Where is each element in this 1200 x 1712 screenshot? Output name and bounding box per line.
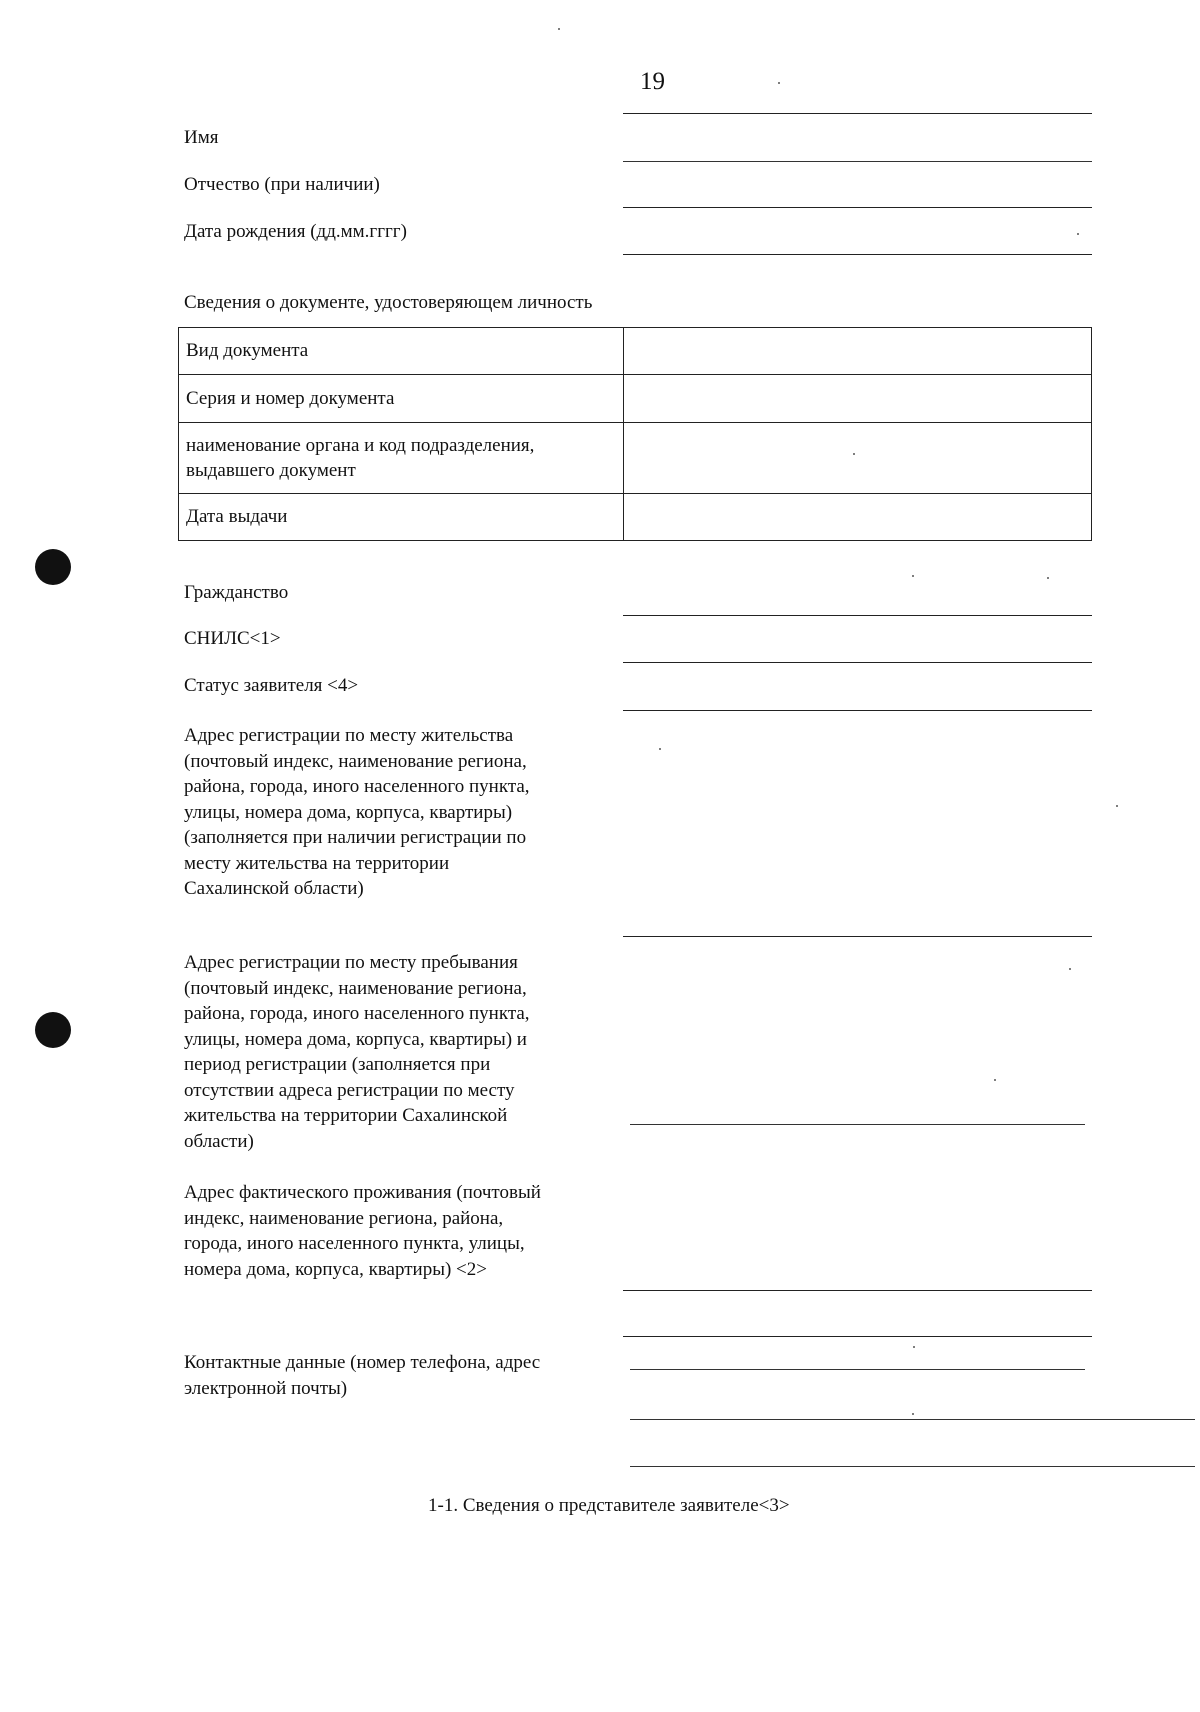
page-number: 19 xyxy=(640,68,665,95)
punch-hole-mark xyxy=(35,549,71,585)
answer-line xyxy=(630,1369,1085,1370)
answer-line xyxy=(630,1124,1085,1125)
answer-line xyxy=(623,710,1092,711)
table-cell-label: Серия и номер документа xyxy=(179,375,624,423)
answer-line xyxy=(623,1336,1092,1337)
field-label-applicant-status: Статус заявителя <4> xyxy=(184,675,359,696)
answer-line xyxy=(623,254,1092,255)
scan-speck xyxy=(912,1413,914,1415)
field-label-name: Имя xyxy=(184,127,219,148)
table-cell-value[interactable] xyxy=(624,494,1092,541)
scan-speck xyxy=(659,748,661,750)
answer-line xyxy=(630,1419,1195,1420)
scan-speck xyxy=(913,1346,915,1348)
table-cell-label: Вид документа xyxy=(179,328,624,375)
address-residence-label: Адрес регистрации по месту жительства (почтовый индекс, наименование региона, района, города, иного населенного пункта, улицы, номера дома, корпуса, квартиры) (заполняется при наличии регистрации по месту жительства на территории Сахалинской области) xyxy=(184,725,530,899)
answer-line xyxy=(623,662,1092,663)
field-label-birth-date: Дата рождения (дд.мм.гггг) xyxy=(184,221,407,242)
field-label-citizenship: Гражданство xyxy=(184,582,289,603)
answer-line xyxy=(623,1290,1092,1291)
table-cell-label: Дата выдачи xyxy=(179,494,624,541)
id-document-table xyxy=(178,327,1092,541)
table-cell-label: наименование органа и код подразделения, выдавшего документ xyxy=(179,423,624,494)
scan-speck xyxy=(853,453,855,455)
section-heading-representative: 1-1. Сведения о представителе заявителе<3> xyxy=(428,1495,790,1516)
address-actual-label: Адрес фактического проживания (почтовый индекс, наименование региона, района, города, иного населенного пункта, улицы, номера дома, корпуса, квартиры) <2> xyxy=(184,1182,541,1280)
scan-speck xyxy=(1116,805,1118,807)
table-row xyxy=(179,375,1092,423)
answer-line xyxy=(623,113,1092,114)
scan-speck xyxy=(778,82,780,84)
scan-speck xyxy=(994,1079,996,1081)
answer-line xyxy=(623,615,1092,616)
scan-speck xyxy=(1047,577,1049,579)
table-cell-value[interactable] xyxy=(624,423,1092,494)
table-cell-value[interactable] xyxy=(624,375,1092,423)
answer-line xyxy=(623,207,1092,208)
answer-line xyxy=(623,161,1092,162)
table-cell-value[interactable] xyxy=(624,328,1092,375)
answer-line xyxy=(630,1466,1195,1467)
scan-speck xyxy=(912,575,914,577)
address-stay-label: Адрес регистрации по месту пребывания (почтовый индекс, наименование региона, района, города, иного населенного пункта, улицы, номера дома, корпуса, квартиры) и период регистрации (заполняется при отсутствии адреса регистрации по месту жительства на территории Сахалинской области) xyxy=(184,952,530,1152)
scan-speck xyxy=(1077,233,1079,235)
table-row xyxy=(179,328,1092,375)
id-doc-heading: Сведения о документе, удостоверяющем личность xyxy=(184,292,593,313)
table-row xyxy=(179,423,1092,494)
answer-line xyxy=(623,936,1092,937)
field-label-patronymic: Отчество (при наличии) xyxy=(184,174,380,195)
contacts-label: Контактные данные (номер телефона, адрес электронной почты) xyxy=(184,1352,541,1399)
scan-speck xyxy=(558,28,560,30)
field-label-snils: СНИЛС<1> xyxy=(184,628,281,649)
scan-speck xyxy=(1069,968,1071,970)
punch-hole-mark xyxy=(35,1012,71,1048)
table-row xyxy=(179,494,1092,541)
